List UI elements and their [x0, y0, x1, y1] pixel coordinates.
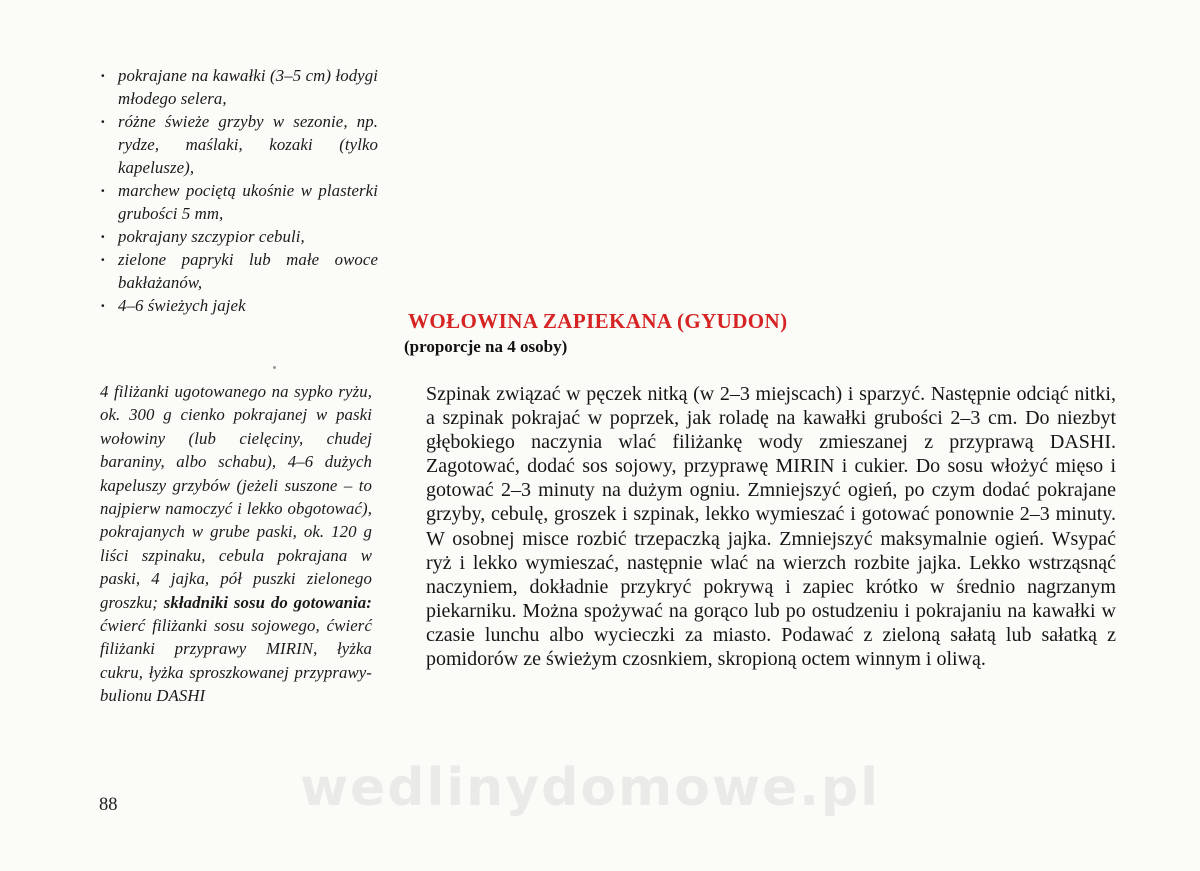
ingredient-bullet-list — [98, 64, 378, 317]
recipe-title: WOŁOWINA ZAPIEKANA (GYUDON) — [408, 309, 788, 333]
bullet-icon: · — [100, 66, 106, 85]
list-item-text: marchew pociętą ukośnie w plasterki grubości 5 mm, — [118, 181, 378, 223]
list-item — [98, 225, 378, 248]
list-item-text: pokrajany szczypior cebuli, — [118, 227, 305, 246]
list-item — [98, 110, 378, 179]
ingredients-paragraph — [100, 380, 372, 708]
sauce-ingredients-label: składniki sosu do gotowania: — [163, 592, 372, 612]
page-number: 88 — [99, 795, 118, 815]
ingredients-text: 4 filiżanki ugotowanego na sypko ryżu, ok. 300 g cienko pokrajanej w paski wołowiny (lub cielęciny, chudej baraniny, albo schabu), 4–6 dużych kapeluszy grzybów (jeżeli suszone – to najpierw namoczyć i lekko obgotować), pokrajanych w grube paski, ok. 120 g liści szpinaku, cebula pokrajana w paski, 4 jajka, pół puszki zielonego groszku; — [100, 382, 372, 612]
list-item — [98, 64, 378, 110]
list-item — [98, 294, 378, 317]
recipe-instructions: Szpinak związać w pęczek nitką (w 2–3 miejscach) i sparzyć. Następnie odciąć nitki, a szpinak pokrajać w poprzek, jak roladę na kawałki grubości 2–3 cm. Do niezbyt głębokiego naczynia wlać filiżankę wody zmieszanej z przyprawą DASHI. Zagotować, dodać sos sojowy, przyprawę MIRIN i cukier. Do sosu włożyć mięso i gotować 2–3 minuty na dużym ogniu. Zmniejszyć ogień, po czym dodać pokrajane grzyby, cebulę, groszek i szpinak, lekko wymieszać i gotować ponownie 2–3 minuty. W osobnej misce rozbić trzepaczką jajka. Zmniejszyć maksymalnie ogień. Wsypać ryż i lekko wymieszać, następnie wlać na wierzch rozbite jajka. Lekko wstrząsnąć naczyniem, dokładnie przykryć pokrywą i zapiec krótko w średnio nagrzanym piekarniku. Można spożywać na gorąco lub po ostudzeniu i pokrajaniu na kawałki w czasie lunchu albo wycieczki za miasto. Podawać z zieloną sałatą lub sałatką z pomidorów ze świeżym czosnkiem, skropioną octem winnym i oliwą. — [426, 383, 1116, 671]
list-item-text: pokrajane na kawałki (3–5 cm) łodygi młodego selera, — [118, 66, 378, 108]
sauce-ingredients-text: ćwierć filiżanki sosu sojowego, ćwierć filiżanki przyprawy MIRIN, łyżka cukru, łyżka sproszkowanej przyprawy-bulionu DASHI — [100, 616, 372, 706]
list-item — [98, 179, 378, 225]
bullet-icon: · — [100, 181, 106, 200]
list-item-text: różne świeże grzyby w sezonie, np. rydze, maślaki, kozaki (tylko kapelusze), — [118, 112, 378, 177]
list-item-text: 4–6 świeżych jajek — [118, 296, 246, 315]
bullet-icon: · — [100, 227, 106, 246]
recipe-subtitle: (proporcje na 4 osoby) — [404, 337, 568, 356]
watermark: wedlinydomowe.pl — [300, 758, 881, 818]
bullet-icon: · — [100, 250, 106, 269]
list-item — [98, 248, 378, 294]
bullet-icon: · — [100, 296, 106, 315]
bullet-icon: · — [100, 112, 106, 131]
print-speck-icon — [273, 366, 276, 369]
list-item-text: zielone papryki lub małe owoce bakłażanów, — [118, 250, 378, 292]
